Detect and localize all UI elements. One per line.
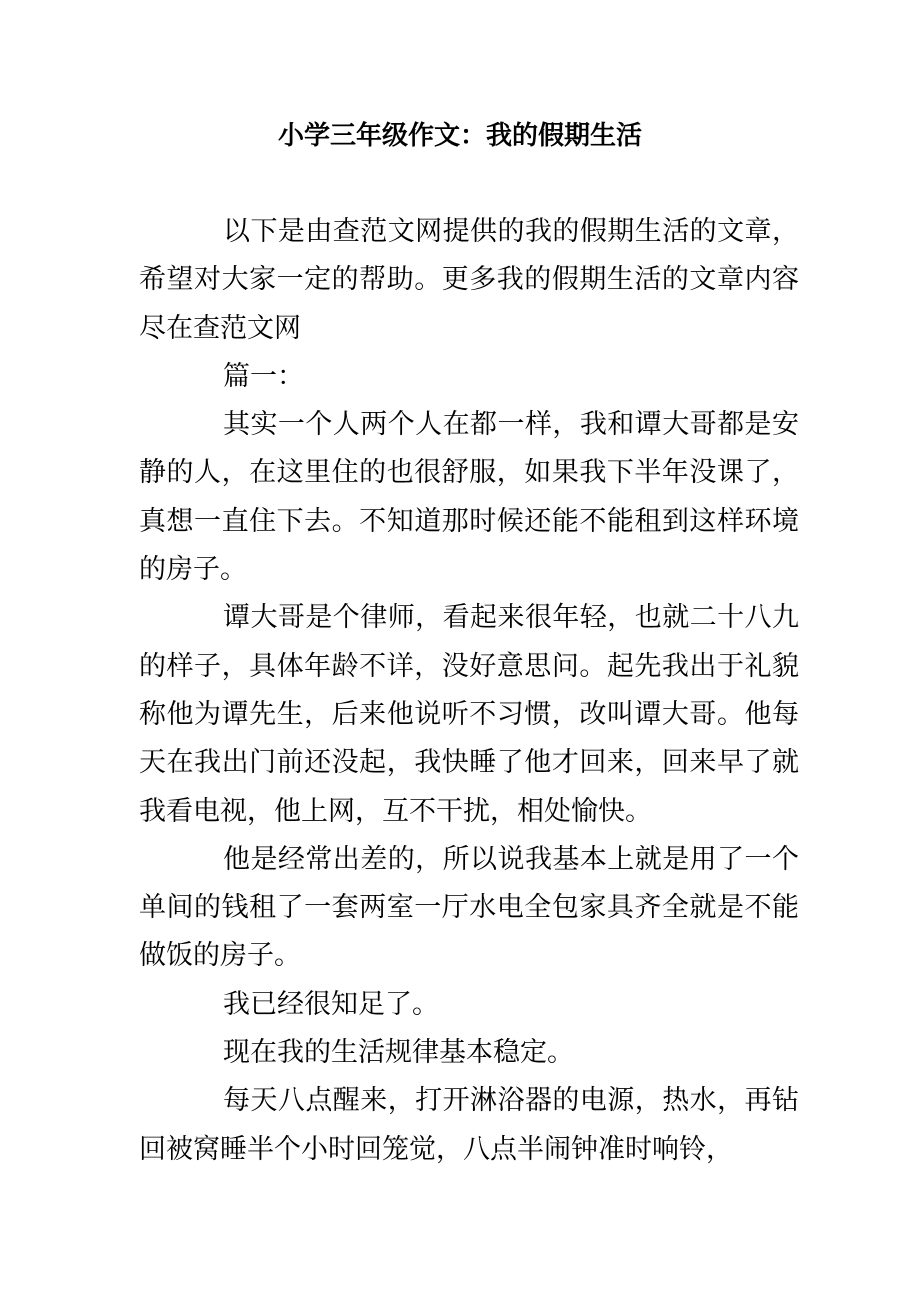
paragraph-content: 我已经很知足了。 — [223, 988, 439, 1020]
document-title: 小学三年级作文：我的假期生活 — [277, 121, 642, 151]
document-body — [139, 208, 799, 1174]
paragraph-roommate: 其实一个人两个人在都一样，我和谭大哥都是安静的人，在这里住的也很舒服，如果我下半年没课了，真想一直住下去。不知道那时候还能不能租到这样环境的房子。 — [139, 409, 799, 586]
paragraph-routine: 现在我的生活规律基本稳定。 — [223, 1037, 574, 1069]
paragraph-apartment: 他是经常出差的，所以说我基本上就是用了一个单间的钱租了一套两室一厅水电全包家具齐全就是不能做饭的房子。 — [139, 843, 799, 972]
paragraph-lawyer: 谭大哥是个律师，看起来很年轻，也就二十八九的样子，具体年龄不详，没好意思问。起先我出于礼貌称他为谭先生，后来他说听不习惯，改叫谭大哥。他每天在我出门前还没起，我快睡了他才回来，回来早了就我看电视，他上网，互不干扰，相处愉快。 — [139, 602, 799, 827]
paragraph-intro: 以下是由查范文网提供的我的假期生活的文章，希望对大家一定的帮助。更多我的假期生活的文章内容尽在查范文网 — [139, 216, 799, 344]
paragraph-section-label: 篇一： — [223, 360, 304, 392]
paragraph-morning: 每天八点醒来，打开淋浴器的电源，热水，再钻回被窝睡半个小时回笼觉，八点半闹钟准时响铃， — [139, 1085, 799, 1165]
